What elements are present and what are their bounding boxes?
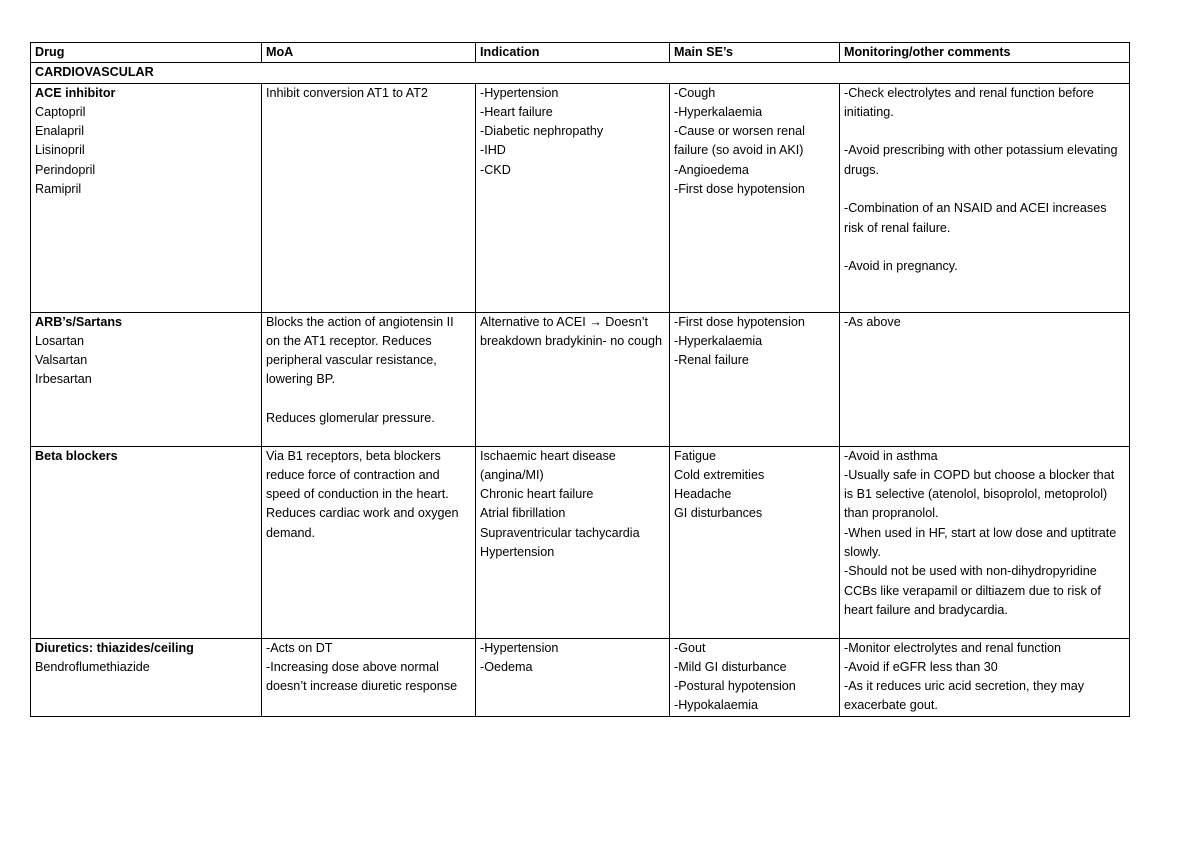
table-row — [31, 83, 1130, 312]
drug-name: Perindopril — [35, 162, 96, 177]
side-effect-item: -First dose hypotension — [674, 182, 805, 197]
drug-cell — [31, 446, 262, 638]
section-row — [31, 63, 1130, 83]
side-effect-item: -Hyperkalaemia — [674, 104, 763, 119]
drug-class: Diuretics: thiazides/ceiling — [35, 640, 194, 655]
indication-item: Alternative to ACEI → Doesn’t breakdown bradykinin- no cough — [480, 314, 663, 348]
side-effects-cell — [670, 83, 840, 312]
side-effect-item: -Renal failure — [674, 353, 749, 368]
table-row — [31, 446, 1130, 638]
side-effect-item: Fatigue — [674, 448, 717, 463]
drug-cell — [31, 312, 262, 446]
monitoring-item: -Monitor electrolytes and renal function — [844, 640, 1062, 655]
monitoring-cell — [840, 638, 1130, 716]
side-effects-cell — [670, 446, 840, 638]
indication-item: -Diabetic nephropathy — [480, 124, 604, 139]
indication-item: -Hypertension — [480, 640, 559, 655]
monitoring-item: -Should not be used with non-dihydropyridine CCBs like verapamil or diltiazem due to risk of heart failure and bradycardia. — [844, 564, 1105, 617]
moa-text: -Increasing dose above normal doesn’t increase diuretic response — [266, 659, 458, 694]
side-effect-item: -Cause or worsen renal failure (so avoid in AKI) — [674, 124, 809, 158]
drug-name: Captopril — [35, 104, 86, 119]
side-effect-item: -Angioedema — [674, 162, 749, 177]
indication-item: Chronic heart failure — [480, 487, 594, 502]
indication-item: Ischaemic heart disease (angina/MI) — [480, 448, 620, 482]
side-effect-item: Headache — [674, 487, 732, 502]
moa-text: Blocks the action of angiotensin II on the AT1 receptor. Reduces peripheral vascular resistance, lowering BP. — [266, 314, 458, 387]
table-row — [31, 638, 1130, 716]
drug-name: Enalapril — [35, 124, 85, 139]
moa-cell — [262, 312, 476, 446]
side-effect-item: GI disturbances — [674, 506, 763, 521]
header-drug: Drug — [31, 43, 262, 63]
indication-item: Supraventricular tachycardia — [480, 525, 640, 540]
moa-text: -Acts on DT — [266, 640, 333, 655]
monitoring-cell — [840, 446, 1130, 638]
indication-item: -IHD — [480, 143, 506, 158]
monitoring-item: -Check electrolytes and renal function before initiating. — [844, 85, 1098, 119]
side-effect-item: Cold extremities — [674, 467, 765, 482]
indication-item: Atrial fibrillation — [480, 506, 566, 521]
header-monitoring: Monitoring/other comments — [840, 43, 1130, 63]
drug-name: Losartan — [35, 333, 85, 348]
moa-cell — [262, 83, 476, 312]
moa-cell — [262, 638, 476, 716]
header-row — [31, 43, 1130, 63]
drug-class: Beta blockers — [35, 448, 118, 463]
indication-cell — [476, 312, 670, 446]
monitoring-item: -Avoid in asthma — [844, 448, 938, 463]
side-effect-item: -Cough — [674, 85, 716, 100]
side-effect-item: -Hyperkalaemia — [674, 333, 763, 348]
side-effects-cell — [670, 312, 840, 446]
side-effect-item: -Mild GI disturbance — [674, 659, 787, 674]
drug-class: ACE inhibitor — [35, 85, 116, 100]
moa-cell — [262, 446, 476, 638]
side-effects-cell — [670, 638, 840, 716]
side-effect-item: -Gout — [674, 640, 706, 655]
header-indication: Indication — [476, 43, 670, 63]
moa-text: Inhibit conversion AT1 to AT2 — [266, 85, 428, 100]
monitoring-cell — [840, 83, 1130, 312]
side-effect-item: -First dose hypotension — [674, 314, 805, 329]
indication-item: -Heart failure — [480, 104, 553, 119]
drug-reference-table — [30, 42, 1130, 717]
monitoring-item: -Avoid in pregnancy. — [844, 259, 958, 274]
indication-cell — [476, 446, 670, 638]
moa-text: Via B1 receptors, beta blockers reduce force of contraction and speed of conduction in the heart. Reduces cardiac work and oxygen demand. — [266, 448, 463, 540]
header-moa: MoA — [262, 43, 476, 63]
monitoring-item: -As above — [844, 314, 901, 329]
drug-class: ARB’s/Sartans — [35, 314, 123, 329]
monitoring-item: -As it reduces uric acid secretion, they may exacerbate gout. — [844, 679, 1088, 713]
monitoring-cell — [840, 312, 1130, 446]
indication-item: Hypertension — [480, 545, 555, 560]
drug-cell — [31, 83, 262, 312]
indication-cell — [476, 83, 670, 312]
monitoring-item: -Avoid prescribing with other potassium elevating drugs. — [844, 143, 1121, 177]
indication-cell — [476, 638, 670, 716]
monitoring-item: -Avoid if eGFR less than 30 — [844, 659, 998, 674]
table-row — [31, 312, 1130, 446]
indication-item: -Oedema — [480, 659, 533, 674]
drug-name: Lisinopril — [35, 143, 85, 158]
drug-name: Valsartan — [35, 353, 88, 368]
side-effect-item: -Postural hypotension — [674, 679, 796, 694]
section-title: CARDIOVASCULAR — [31, 63, 1130, 83]
drug-cell — [31, 638, 262, 716]
monitoring-item: -When used in HF, start at low dose and uptitrate slowly. — [844, 525, 1120, 560]
side-effect-item: -Hypokalaemia — [674, 698, 758, 713]
drug-name: Irbesartan — [35, 372, 92, 387]
drug-name: Bendroflumethiazide — [35, 659, 150, 674]
indication-item: -Hypertension — [480, 85, 559, 100]
monitoring-item: -Combination of an NSAID and ACEI increases risk of renal failure. — [844, 201, 1111, 235]
monitoring-item: -Usually safe in COPD but choose a blocker that is B1 selective (atenolol, bisoprolol, metoprolol) than propranolol. — [844, 467, 1118, 521]
moa-text: Reduces glomerular pressure. — [266, 411, 435, 426]
indication-item: -CKD — [480, 162, 511, 177]
drug-name: Ramipril — [35, 182, 82, 197]
header-side-effects: Main SE’s — [670, 43, 840, 63]
